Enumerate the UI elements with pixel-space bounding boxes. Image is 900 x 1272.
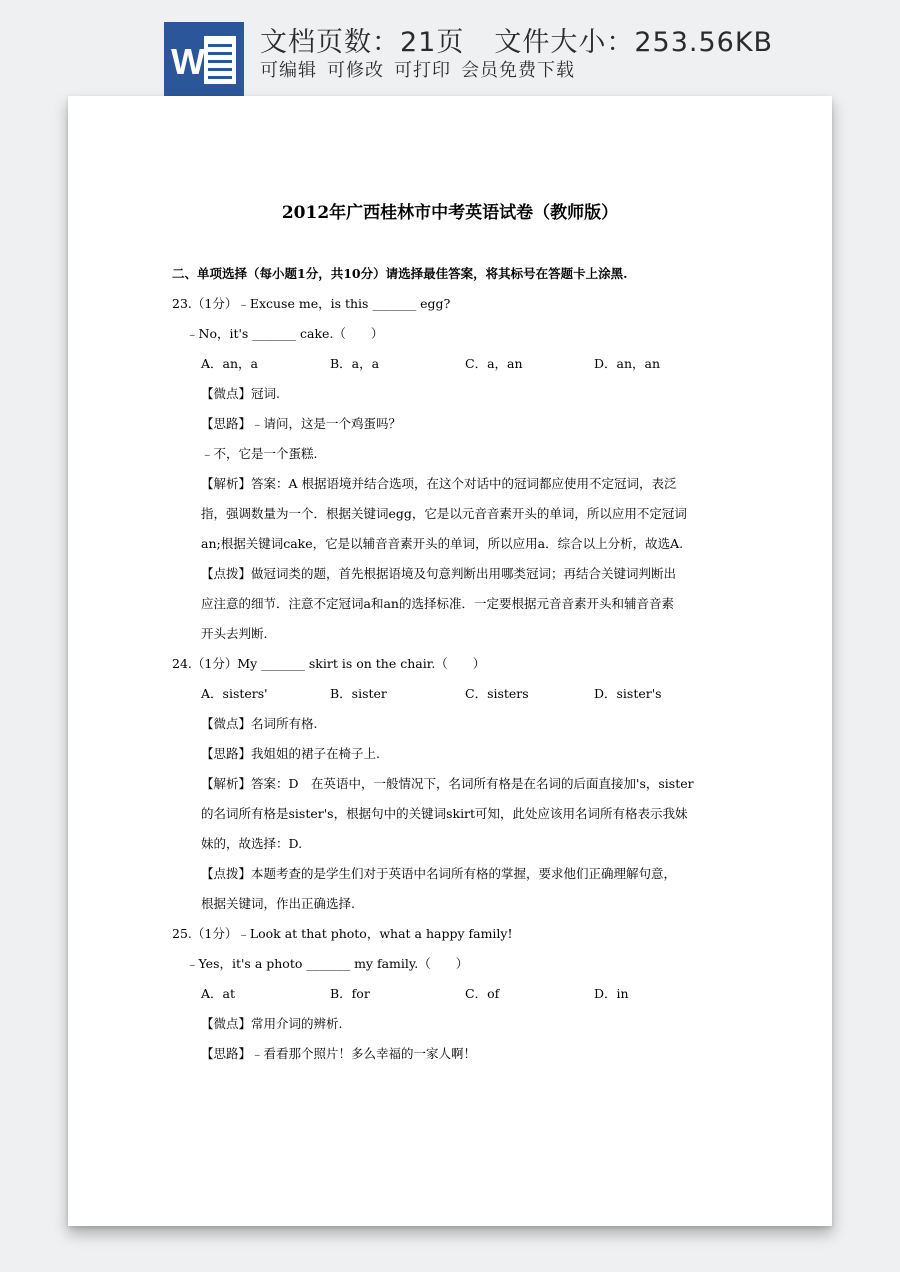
- q23-idea: 【思路】﹣请问，这是一个鸡蛋吗？: [201, 416, 402, 431]
- q23-option-a: A．an，a: [201, 356, 258, 371]
- feature-list: [260, 56, 585, 82]
- q24-analysis-line: 【解析】答案：D 在英语中，一般情况下，名词所有格是在名词的后面直接加's，sister: [201, 776, 694, 791]
- q24-option-a: A．sisters': [201, 686, 268, 701]
- q25-option-a: A．at: [201, 986, 236, 1001]
- q23-tip-line: 开头去判断.: [201, 626, 268, 641]
- feature-modifiable: 可修改: [327, 60, 384, 81]
- logo-letter: W: [171, 41, 205, 82]
- question-23-stem-reply: ﹣No，it's _______ cake.（ ）: [186, 326, 384, 341]
- q24-option-d: D．sister's: [594, 686, 662, 701]
- feature-editable: 可编辑: [260, 60, 317, 81]
- question-25-stem-reply: ﹣Yes，it's a photo _______ my family.（ ）: [186, 956, 469, 971]
- section-heading: 二、单项选择（每小题1分，共10分）请选择最佳答案，将其标号在答题卡上涂黑.: [172, 266, 628, 281]
- q24-option-c: C．sisters: [465, 686, 529, 701]
- q23-tip-line: 【点拨】做冠词类的题，首先根据语境及句意判断出用哪类冠词；再结合关键词判断出: [201, 566, 677, 581]
- word-document-icon: [164, 22, 244, 96]
- q24-idea: 【思路】我姐姐的裙子在椅子上.: [201, 746, 380, 761]
- q24-tip-line: 根据关键词，作出正确选择.: [201, 896, 355, 911]
- question-23-stem: 23.（1分）﹣Excuse me，is this _______ egg?: [172, 296, 451, 311]
- q25-idea: 【思路】﹣看看那个照片！多么幸福的一家人啊！: [201, 1046, 477, 1061]
- q23-tip-line: 应注意的细节．注意不定冠词a和an的选择标准．一定要根据元音音素开头和辅音音素: [201, 596, 674, 611]
- feature-free-download: 会员免费下载: [461, 60, 575, 81]
- q24-analysis-line: 的名词所有格是sister's，根据句中的关键词skirt可知，此处应该用名词所有格表示我妹: [201, 806, 688, 821]
- q24-option-b: B．sister: [330, 686, 387, 701]
- question-24-stem: 24.（1分）My _______ skirt is on the chair.（ ）: [172, 656, 486, 671]
- q25-option-d: D．in: [594, 986, 629, 1001]
- document-title: 2012年广西桂林市中考英语试卷（教师版）: [281, 203, 619, 223]
- q23-analysis-line: 指，强调数量为一个．根据关键词egg，它是以元音音素开头的单词，所以应用不定冠词: [201, 506, 687, 521]
- download-header: [0, 0, 900, 96]
- q24-analysis-line: 妹的，故选择：D.: [201, 836, 303, 851]
- file-info: [260, 20, 773, 59]
- q23-analysis-line: 【解析】答案：A 根据语境并结合选项，在这个对话中的冠词都应使用不定冠词，表泛: [201, 476, 677, 491]
- q23-option-b: B．a，a: [330, 356, 380, 371]
- q23-option-d: D．an，an: [594, 356, 661, 371]
- q25-option-b: B．for: [330, 986, 370, 1001]
- q25-option-c: C．of: [465, 986, 500, 1001]
- document-page: [68, 96, 832, 1226]
- feature-printable: 可打印: [394, 60, 451, 81]
- q23-idea-cont: ﹣不，它是一个蛋糕.: [201, 446, 318, 461]
- file-size: 文件大小：253.56KB: [494, 27, 774, 58]
- q23-analysis-line: an;根据关键词cake，它是以辅音音素开头的单词，所以应用a．综合以上分析，故选A.: [201, 536, 684, 551]
- question-25-stem: 25.（1分）﹣Look at that photo，what a happy family!: [172, 926, 513, 941]
- q25-point: 【微点】常用介词的辨析.: [201, 1016, 343, 1031]
- page-count: 文档页数：21页: [260, 27, 465, 58]
- q24-point: 【微点】名词所有格.: [201, 716, 318, 731]
- q23-option-c: C．a，an: [465, 356, 523, 371]
- q23-point: 【微点】冠词.: [201, 386, 280, 401]
- q24-tip-line: 【点拨】本题考查的是学生们对于英语中名词所有格的掌握，要求他们正确理解句意，: [201, 866, 677, 881]
